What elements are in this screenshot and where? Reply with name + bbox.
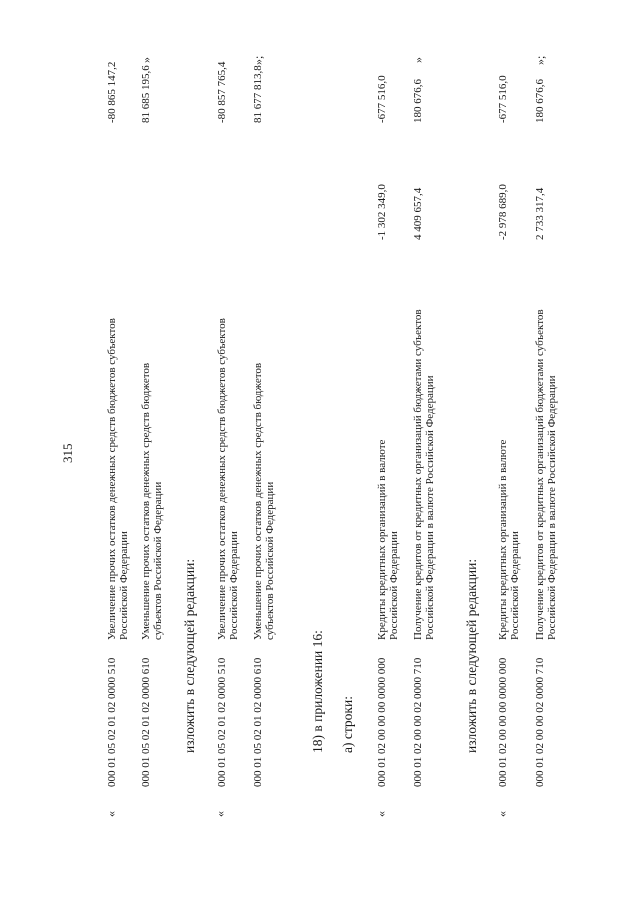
open-quote: «: [374, 811, 388, 817]
row-name: Кредиты кредитных организаций в валюте Российской Федерации: [497, 439, 521, 640]
row-code: 000 01 05 02 01 02 0000 510: [216, 657, 228, 787]
row-value-1: 2 733 317,4: [534, 187, 546, 240]
open-quote: «: [104, 811, 118, 817]
row-value: 81 677 813,8: [252, 65, 264, 123]
row-value-2: 180 676,6: [534, 79, 546, 123]
row-value-1: -1 302 349,0: [376, 184, 388, 240]
row-name: Уменьшение прочих остатков денежных средств бюджетов субъектов Российской Федерации: [252, 362, 276, 640]
row-name: Получение кредитов от кредитных организаций бюджетами субъектов Российской Федерации в валюте Российской Федерации: [534, 309, 558, 640]
row-value: -80 857 765,4: [216, 61, 228, 123]
row-value-2: -677 516,0: [376, 75, 388, 123]
row-name: Получение кредитов от кредитных организаций бюджетами субъектов Российской Федерации в валюте Российской Федерации: [412, 309, 436, 640]
subsection-heading: а) строки:: [340, 696, 355, 753]
row-code: 000 01 02 00 00 02 0000 710: [534, 657, 546, 787]
row-code: 000 01 05 02 01 02 0000 610: [252, 657, 264, 787]
edit-heading: изложить в следующей редакции:: [464, 558, 479, 753]
close-quote: »;: [533, 55, 547, 65]
row-value-2: 180 676,6: [412, 79, 424, 123]
open-quote: «: [495, 811, 509, 817]
row-name: Увеличение прочих остатков денежных средств бюджетов субъектов Российской Федерации: [216, 318, 240, 640]
row-value: -80 865 147,2: [106, 61, 118, 123]
row-code: 000 01 02 00 00 00 0000 000: [376, 657, 388, 787]
row-name: Кредиты кредитных организаций в валюте Российской Федерации: [376, 439, 400, 640]
open-quote: «: [213, 811, 227, 817]
close-quote: »;: [251, 55, 265, 65]
close-quote: »: [139, 57, 153, 63]
page-number: 315: [60, 443, 75, 463]
edit-heading: изложить в следующей редакции:: [182, 558, 197, 753]
row-value: 81 685 195,6: [140, 65, 152, 123]
close-quote: »: [411, 57, 425, 63]
row-value-1: 4 409 657,4: [412, 187, 424, 240]
section-heading: 18) в приложении 16:: [310, 630, 325, 753]
row-value-1: -2 978 689,0: [497, 184, 509, 240]
row-code: 000 01 02 00 00 00 0000 000: [497, 657, 509, 787]
row-code: 000 01 05 02 01 02 0000 610: [140, 657, 152, 787]
row-name: Увеличение прочих остатков денежных средств бюджетов субъектов Российской Федерации: [106, 318, 130, 640]
row-name: Уменьшение прочих остатков денежных средств бюджетов субъектов Российской Федерации: [140, 362, 164, 640]
row-value-2: -677 516,0: [497, 75, 509, 123]
row-code: 000 01 05 02 01 02 0000 510: [106, 657, 118, 787]
row-code: 000 01 02 00 00 02 0000 710: [412, 657, 424, 787]
